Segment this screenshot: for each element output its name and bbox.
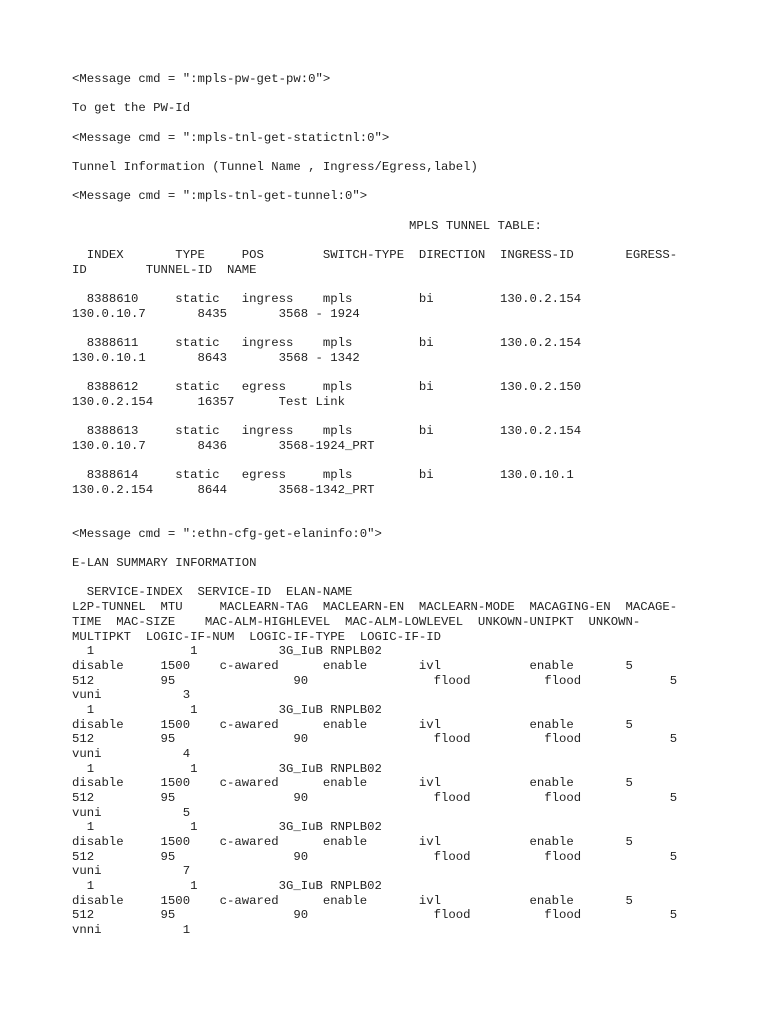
mpls-tunnel-table-title: MPLS TUNNEL TABLE:: [409, 219, 542, 233]
elan-record-line: 512 95 90 flood flood 5: [72, 791, 678, 805]
elan-record-line: 1 1 3G_IuB RNPLB02: [72, 703, 382, 717]
elan-record-line: disable 1500 c-awared enable ivl enable 5: [72, 659, 633, 673]
elan-record-line: 1 1 3G_IuB RNPLB02: [72, 879, 382, 893]
mpls-table-row-line: 130.0.10.7 8436 3568-1924_PRT: [72, 439, 375, 453]
elan-record-line: vuni 3: [72, 688, 191, 702]
elan-record-line: vuni 5: [72, 806, 191, 820]
command-tnl-get-tunnel: <Message cmd = ":mpls-tnl-get-tunnel:0">: [72, 189, 368, 203]
elan-record-line: 1 1 3G_IuB RNPLB02: [72, 762, 382, 776]
mpls-table-row-line: 8388610 static ingress mpls bi 130.0.2.154: [72, 292, 582, 306]
elan-record-line: 1 1 3G_IuB RNPLB02: [72, 820, 382, 834]
command-tnl-get-statictnl: <Message cmd = ":mpls-tnl-get-statictnl:0">: [72, 131, 390, 145]
command-pw-get-pw: <Message cmd = ":mpls-pw-get-pw:0">: [72, 72, 331, 86]
elan-record-line: vuni 7: [72, 864, 191, 878]
mpls-table-row-line: 130.0.10.7 8435 3568 - 1924: [72, 307, 360, 321]
mpls-table-row-line: 130.0.10.1 8643 3568 - 1342: [72, 351, 360, 365]
mpls-table-row-line: 130.0.2.154 16357 Test Link: [72, 395, 346, 409]
elan-summary-title: E-LAN SUMMARY INFORMATION: [72, 556, 257, 570]
mpls-table-row-line: 8388613 static ingress mpls bi 130.0.2.154: [72, 424, 582, 438]
elan-header-line: L2P-TUNNEL MTU MACLEARN-TAG MACLEARN-EN MACLEARN-MODE MACAGING-EN MACAGE-: [72, 600, 678, 614]
elan-record-line: disable 1500 c-awared enable ivl enable 5: [72, 776, 633, 790]
elan-record-line: disable 1500 c-awared enable ivl enable 5: [72, 894, 633, 908]
elan-record-line: 512 95 90 flood flood 5: [72, 850, 678, 864]
mpls-table-row-line: 8388614 static egress mpls bi 130.0.10.1: [72, 468, 574, 482]
elan-header-line: TIME MAC-SIZE MAC-ALM-HIGHLEVEL MAC-ALM-LOWLEVEL UNKOWN-UNIPKT UNKOWN-: [72, 615, 641, 629]
note-pw-id: To get the PW-Id: [72, 101, 191, 115]
elan-record-line: 512 95 90 flood flood 5: [72, 732, 678, 746]
elan-header-line: MULTIPKT LOGIC-IF-NUM LOGIC-IF-TYPE LOGIC-IF-ID: [72, 630, 441, 644]
note-tunnel-information: Tunnel Information (Tunnel Name , Ingress/Egress,label): [72, 160, 478, 174]
mpls-table-header-line: INDEX TYPE POS SWITCH-TYPE DIRECTION INGRESS-ID EGRESS-: [72, 248, 678, 262]
mpls-table-row-line: 8388611 static ingress mpls bi 130.0.2.154: [72, 336, 582, 350]
elan-record-line: disable 1500 c-awared enable ivl enable 5: [72, 718, 633, 732]
elan-record-line: 512 95 90 flood flood 5: [72, 908, 678, 922]
elan-record-line: 512 95 90 flood flood 5: [72, 674, 678, 688]
elan-record-line: vuni 4: [72, 747, 191, 761]
elan-record-line: 1 1 3G_IuB RNPLB02: [72, 644, 382, 658]
elan-header-line: SERVICE-INDEX SERVICE-ID ELAN-NAME: [72, 585, 353, 599]
elan-record-line: vnni 1: [72, 923, 191, 937]
mpls-table-row-line: 130.0.2.154 8644 3568-1342_PRT: [72, 483, 375, 497]
elan-record-line: disable 1500 c-awared enable ivl enable 5: [72, 835, 633, 849]
mpls-table-row-line: 8388612 static egress mpls bi 130.0.2.150: [72, 380, 582, 394]
command-ethn-cfg-get-elaninfo: <Message cmd = ":ethn-cfg-get-elaninfo:0">: [72, 527, 382, 541]
mpls-table-header-line: ID TUNNEL-ID NAME: [72, 263, 257, 277]
